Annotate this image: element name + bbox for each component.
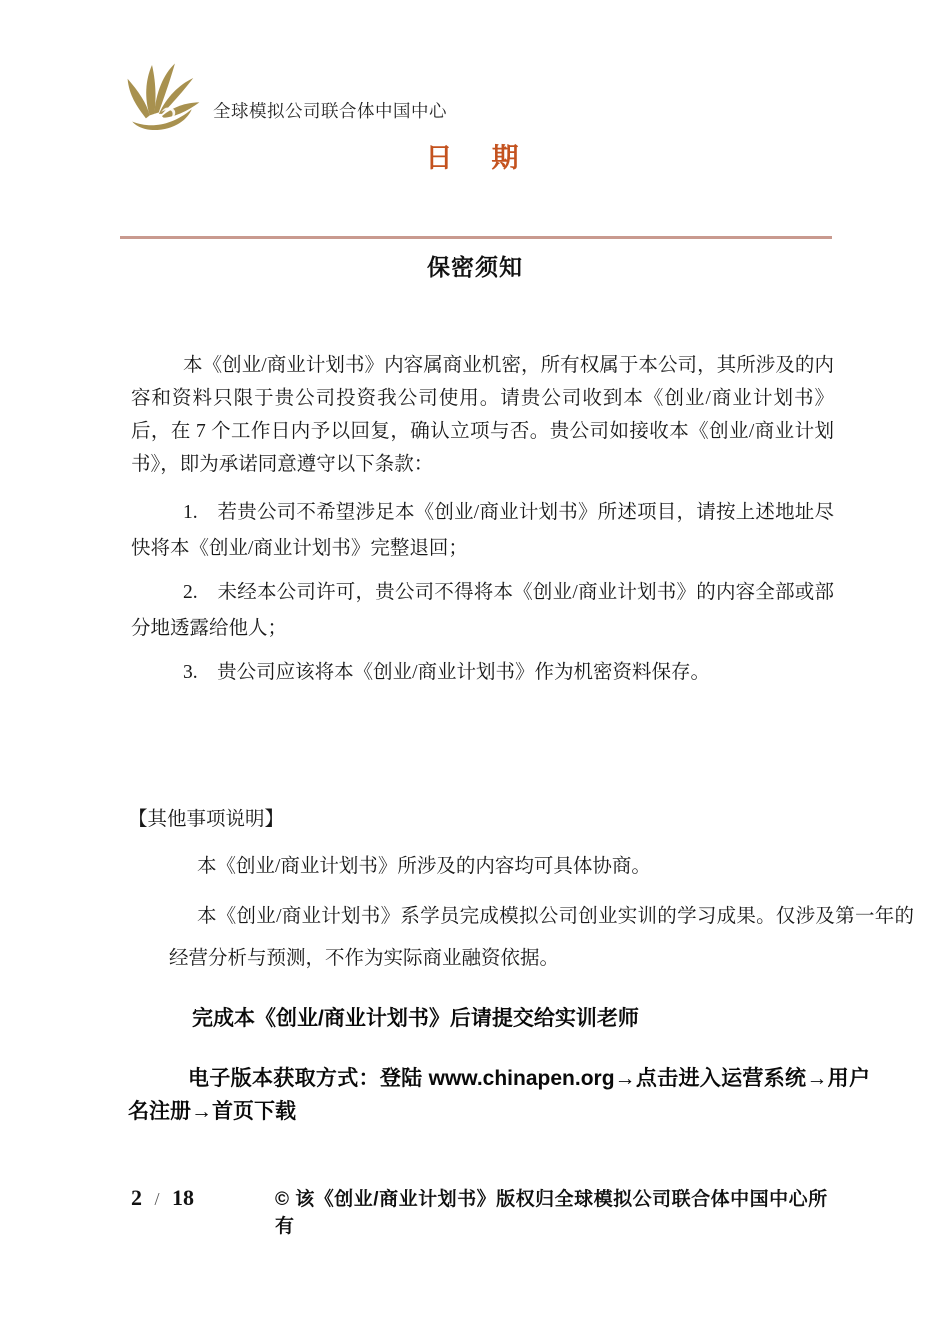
copyright-text: © 该《创业/商业计划书》版权归全球模拟公司联合体中国中心所有 [275, 1189, 828, 1237]
other-notes-paragraph-2: 本《创业/商业计划书》系学员完成模拟公司创业实训的学习成果。仅涉及第一年的经营分析与预测，不作为实际商业融资依据。 [169, 906, 914, 969]
page-number-current: 2 [131, 1185, 142, 1210]
header-rule-divider [120, 236, 832, 239]
page-footer [131, 1184, 831, 1238]
date-heading: 日 期 [425, 143, 525, 173]
submission-note-primary: 完成本《创业/商业计划书》后请提交给实训老师 [192, 1007, 639, 1030]
page-number-total: 18 [172, 1185, 195, 1210]
page-number-separator: / [154, 1189, 160, 1209]
term-item-3: 3. 贵公司应该将本《创业/商业计划书》作为机密资料保存。 [183, 662, 711, 683]
brand-header [123, 58, 447, 130]
submission-note-secondary: 电子版本获取方式：登陆 www.chinapen.org→点击进入运营系统→用户名注册→首页下载 [128, 1067, 870, 1123]
other-notes-section [128, 806, 918, 980]
company-name: 全球模拟公司联合体中国中心 [213, 101, 447, 121]
page-number [131, 1185, 194, 1211]
page-title: 保密须知 [427, 255, 523, 280]
confidentiality-intro: 本《创业/商业计划书》内容属商业机密，所有权属于本公司，其所涉及的内容和资料只限于贵公司投资我公司使用。请贵公司收到本《创业/商业计划书》后，在 7 个工作日内予以回复，确认立项与否。贵公司如接收本《创业/商业计划书》，即为承诺同意遵守以下条款： [131, 355, 834, 475]
other-notes-heading: 【其他事项说明】 [128, 809, 285, 830]
company-logo-icon [123, 58, 207, 130]
confidentiality-terms [131, 495, 834, 691]
confidentiality-section [131, 349, 834, 691]
term-item-2: 2. 未经本公司许可，贵公司不得将本《创业/商业计划书》的内容全部或部分地透露给他人； [131, 582, 834, 639]
term-item-1: 1. 若贵公司不希望涉足本《创业/商业计划书》所述项目，请按上述地址尽快将本《创业/商业计划书》完整退回； [131, 502, 834, 559]
submission-section [128, 1004, 870, 1128]
other-notes-paragraph-1: 本《创业/商业计划书》所涉及的内容均可具体协商。 [197, 856, 651, 877]
